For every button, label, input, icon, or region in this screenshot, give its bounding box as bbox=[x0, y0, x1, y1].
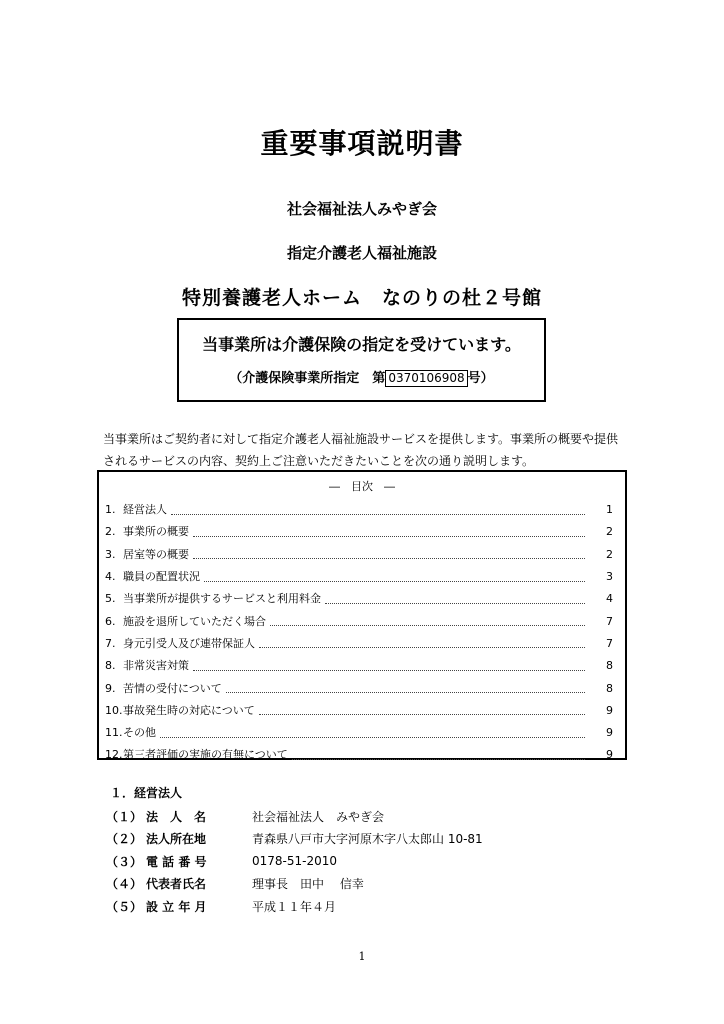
toc-item-page: 9 bbox=[606, 703, 613, 717]
toc-item-page: 1 bbox=[606, 503, 613, 517]
info-row bbox=[106, 828, 606, 851]
toc-item bbox=[105, 655, 613, 677]
toc-item-title: 施設を退所していただく場合 bbox=[123, 614, 266, 628]
toc-leader-dots bbox=[259, 647, 585, 648]
toc-leader-dots bbox=[226, 692, 585, 693]
info-row-value: 理事長 田中 信幸 bbox=[252, 877, 364, 892]
toc-heading: ― 目次 ― bbox=[329, 480, 395, 493]
facility-name: 特別養護老人ホーム なのりの杜２号館 bbox=[181, 287, 542, 309]
toc-item-page: 2 bbox=[606, 525, 613, 539]
toc-item-title: 苦情の受付について bbox=[123, 681, 222, 695]
toc-item-number: 11. bbox=[105, 726, 123, 740]
toc-item-number: 9. bbox=[105, 681, 116, 695]
toc-item-page: 7 bbox=[606, 636, 613, 650]
info-row-label: 法人所在地 bbox=[146, 832, 207, 847]
toc-item bbox=[105, 677, 613, 699]
info-row-number: （４） bbox=[106, 877, 143, 892]
designation-notice-box bbox=[177, 318, 546, 402]
info-row-number: （５） bbox=[106, 899, 143, 914]
info-row-value: 0178-51-2010 bbox=[252, 854, 338, 869]
corporation-name: 社会福祉法人みやぎ会 bbox=[286, 200, 437, 218]
toc-item-page: 3 bbox=[606, 570, 613, 584]
toc-item bbox=[105, 499, 613, 521]
info-row-value: 平成１１年４月 bbox=[252, 899, 337, 914]
toc-item-title: 事故発生時の対応について bbox=[123, 703, 255, 717]
info-row-label: 設 立 年 月 bbox=[146, 899, 207, 914]
toc-item-title: その他 bbox=[123, 726, 156, 740]
info-row bbox=[106, 895, 606, 918]
toc-leader-dots bbox=[193, 670, 585, 671]
designation-number-line bbox=[179, 367, 544, 387]
toc-item-title: 事業所の概要 bbox=[123, 525, 189, 539]
toc-item-number: 12. bbox=[105, 748, 123, 762]
info-row bbox=[106, 805, 606, 828]
document-title: 重要事項説明書 bbox=[260, 127, 464, 160]
toc-item-page: 8 bbox=[606, 659, 613, 673]
toc-leader-dots bbox=[270, 625, 585, 626]
toc-item bbox=[105, 633, 613, 655]
toc-leader-dots bbox=[193, 558, 585, 559]
toc-item-page: 2 bbox=[606, 547, 613, 561]
designation-notice: 当事業所は介護保険の指定を受けています。 bbox=[202, 335, 521, 354]
toc-item-number: 5. bbox=[105, 592, 116, 606]
toc-leader-dots bbox=[204, 581, 585, 582]
info-row-value: 青森県八戸市大字河原木字八太郎山 10-81 bbox=[252, 832, 483, 847]
info-row-label: 法 人 名 bbox=[146, 809, 207, 824]
table-of-contents bbox=[97, 470, 627, 760]
info-row-number: （３） bbox=[106, 854, 143, 869]
info-row-value: 社会福祉法人 みやぎ会 bbox=[252, 809, 385, 824]
info-row bbox=[106, 850, 606, 873]
toc-leader-dots bbox=[193, 536, 585, 537]
facility-type: 指定介護老人福祉施設 bbox=[286, 244, 437, 262]
toc-item-title: 身元引受人及び連帯保証人 bbox=[123, 636, 255, 650]
toc-leader-dots bbox=[292, 759, 585, 760]
toc-item-page: 8 bbox=[606, 681, 613, 695]
toc-item-number: 1. bbox=[105, 503, 116, 517]
toc-item-number: 6. bbox=[105, 614, 116, 628]
toc-item-page: 9 bbox=[606, 748, 613, 762]
corporation-info bbox=[106, 805, 606, 918]
toc-item bbox=[105, 744, 613, 766]
toc-item-title: 第三者評価の実施の有無について bbox=[123, 748, 288, 762]
toc-leader-dots bbox=[160, 737, 585, 738]
info-row-label: 電 話 番 号 bbox=[146, 854, 207, 869]
toc-item bbox=[105, 521, 613, 543]
toc-item-title: 職員の配置状況 bbox=[123, 570, 200, 584]
toc-item-page: 4 bbox=[606, 592, 613, 606]
toc-leader-dots bbox=[259, 714, 585, 715]
toc-item-title: 経営法人 bbox=[123, 503, 167, 517]
toc-item bbox=[105, 588, 613, 610]
toc-item-number: 2. bbox=[105, 525, 116, 539]
toc-leader-dots bbox=[325, 603, 585, 604]
toc-item-title: 当事業所が提供するサービスと利用料金 bbox=[123, 592, 321, 606]
info-row-number: （１） bbox=[106, 809, 143, 824]
toc-item-number: 8. bbox=[105, 659, 116, 673]
designation-number: 0370106908 bbox=[385, 370, 467, 387]
toc-item-number: 10. bbox=[105, 703, 123, 717]
toc-item-title: 居室等の概要 bbox=[123, 547, 189, 561]
info-row-label: 代表者氏名 bbox=[146, 877, 207, 892]
toc-item-page: 7 bbox=[606, 614, 613, 628]
toc-item-title: 非常災害対策 bbox=[123, 659, 189, 673]
toc-item-page: 9 bbox=[606, 726, 613, 740]
intro-paragraph: 当事業所はご契約者に対して指定介護老人福祉施設サービスを提供します。事業所の概要や提供されるサービスの内容、契約上ご注意いただきたいことを次の通り説明します。 bbox=[103, 432, 619, 468]
toc-item bbox=[105, 722, 613, 744]
info-row bbox=[106, 873, 606, 896]
toc-item bbox=[105, 610, 613, 632]
info-row-number: （２） bbox=[106, 832, 143, 847]
toc-item-number: 7. bbox=[105, 636, 116, 650]
toc-item bbox=[105, 544, 613, 566]
designation-prefix: （介護保険事業所指定 第 bbox=[229, 371, 386, 386]
toc-item bbox=[105, 700, 613, 722]
designation-suffix: 号） bbox=[467, 371, 494, 386]
toc-item bbox=[105, 566, 613, 588]
toc-leader-dots bbox=[171, 514, 585, 515]
section-heading: １．経営法人 bbox=[110, 786, 183, 800]
page-number: 1 bbox=[358, 950, 366, 963]
toc-list bbox=[105, 499, 613, 767]
toc-item-number: 4. bbox=[105, 570, 116, 584]
toc-item-number: 3. bbox=[105, 547, 116, 561]
